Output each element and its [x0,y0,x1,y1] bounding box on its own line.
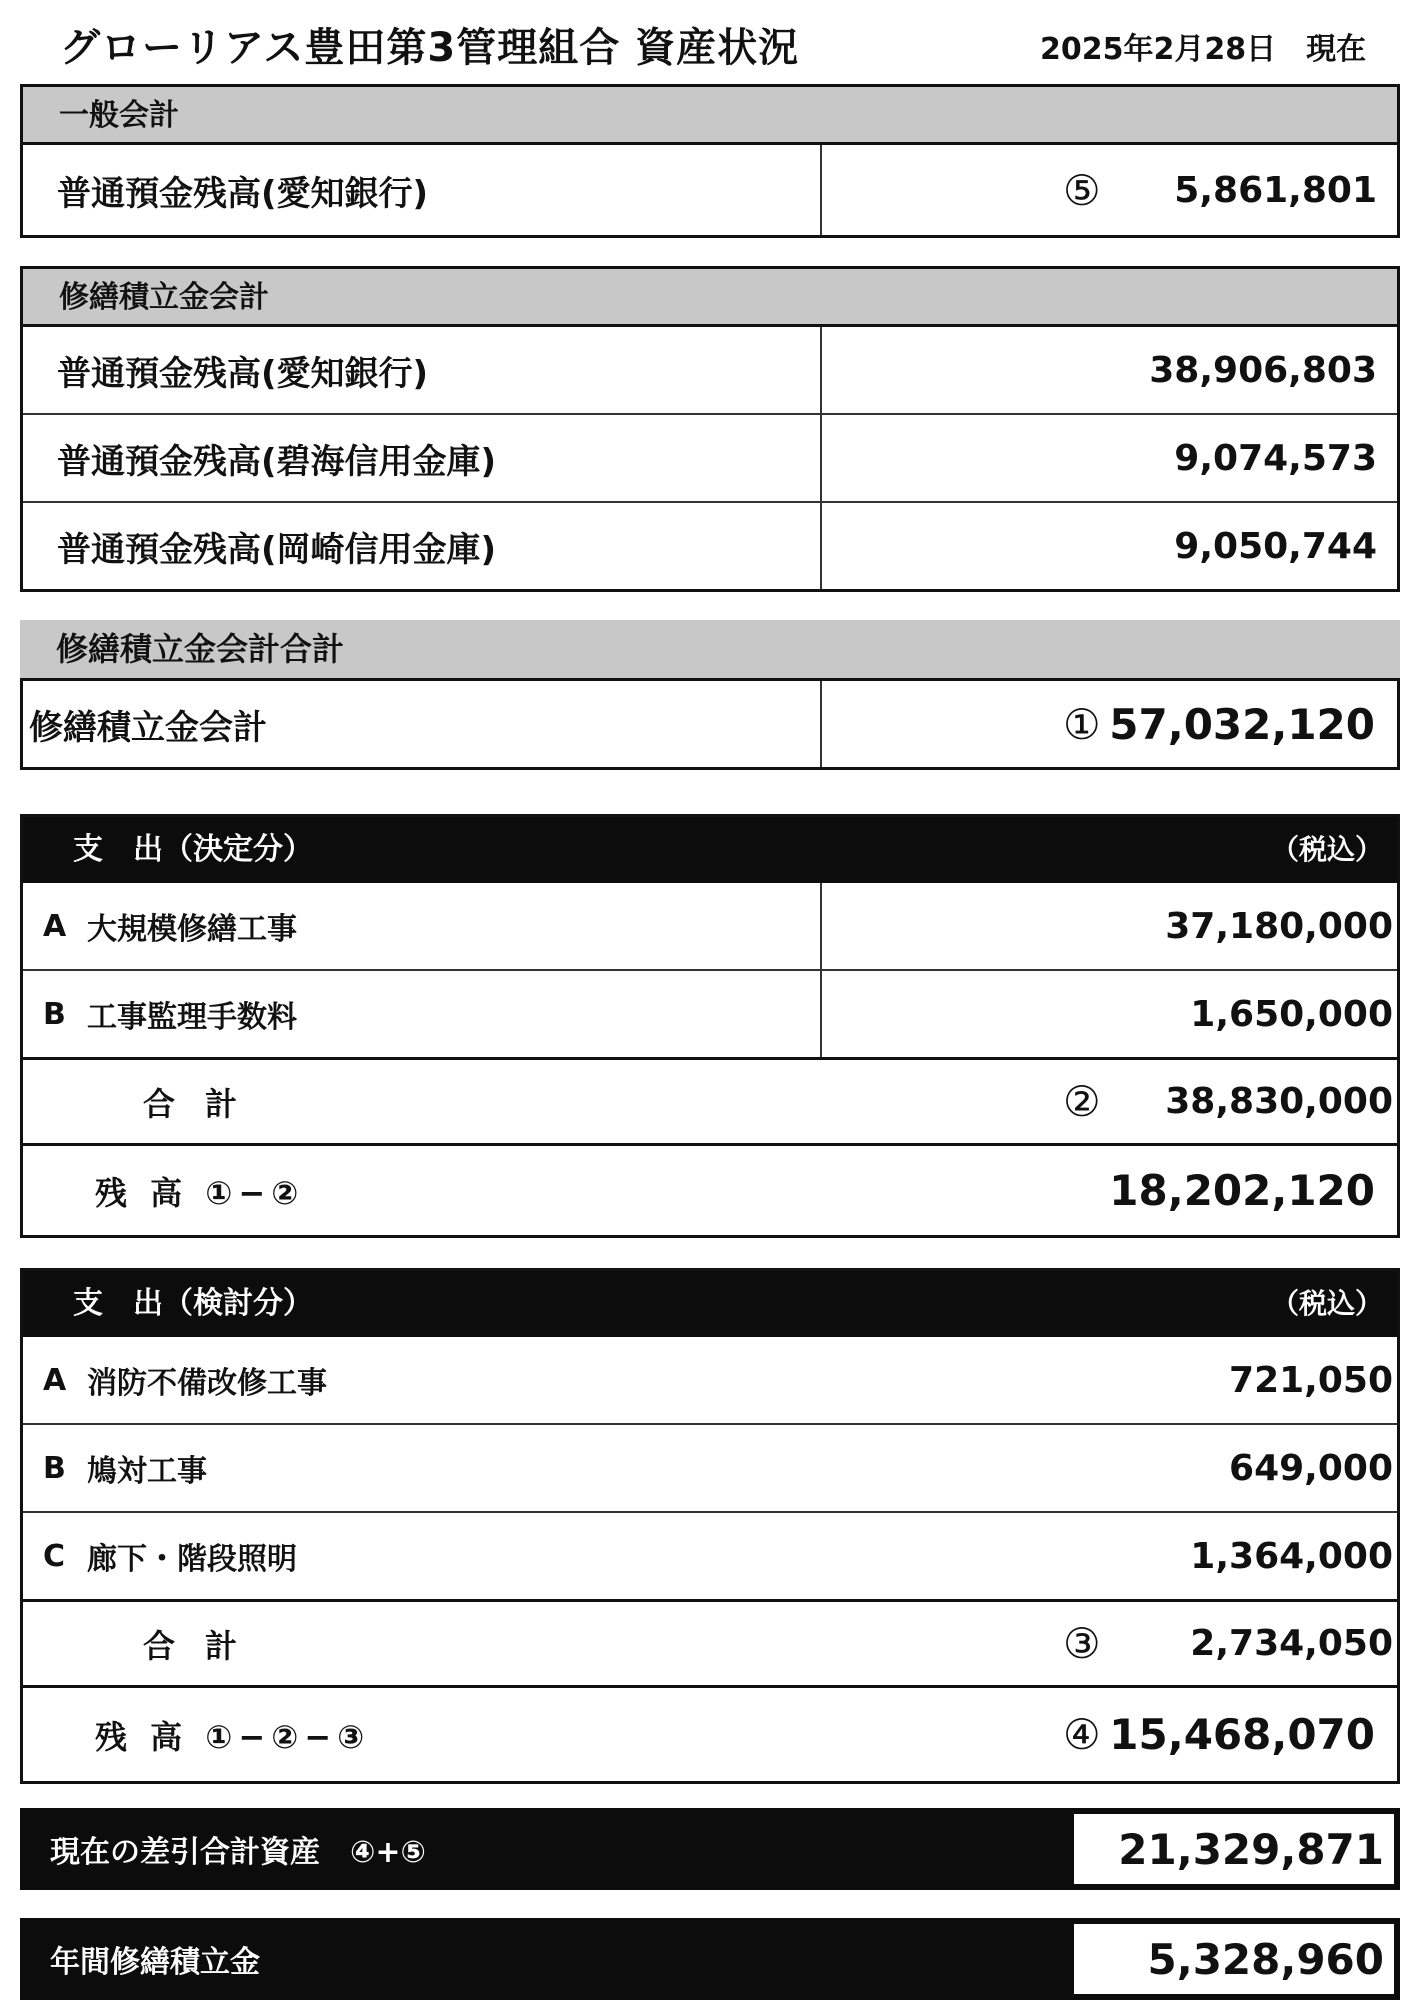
column-divider [820,971,822,1057]
decided-expenses-heading [23,817,1397,883]
table-row [23,969,1397,1057]
general-account-heading: 一般会計 [23,87,1397,145]
balance-label: 残 高 ①−②−③ [95,1717,371,1756]
row-letter: B [43,996,66,1032]
column-divider [820,503,822,589]
annual-reserve-label: 年間修繕積立金 [50,1945,260,1980]
balance-row [23,1685,1397,1781]
row-label-text: 消防不備改修工事 [87,1366,327,1401]
column-divider [820,415,822,501]
section-title: 支 出（検討分） [73,1286,313,1321]
row-label [43,1337,327,1423]
row-label: 普通預金残高(愛知銀行) [57,353,429,394]
general-account-section [20,84,1400,238]
row-label [43,971,297,1057]
subtotal-row [23,1599,1397,1685]
row-value: 1,364,000 [1190,1535,1393,1577]
current-assets-value: 21,329,871 [1074,1814,1394,1884]
row-label-text: 工事監理手数料 [87,1000,297,1035]
row-value: 9,074,573 [1174,437,1377,479]
circled-mark: ② [1063,1077,1101,1126]
column-divider [820,327,822,413]
review-expenses-section [20,1268,1400,1784]
section-title: 支 出（決定分） [73,832,313,867]
tax-included-note: （税込） [1270,833,1383,866]
row-label: 普通預金残高(碧海信用金庫) [57,441,497,482]
row-value: 9,050,744 [1174,525,1377,567]
repair-total-heading: 修繕積立金会計合計 [20,620,1400,678]
row-value: 649,000 [1229,1447,1393,1489]
table-row [23,1423,1397,1511]
circled-mark: ③ [1063,1619,1101,1668]
row-value: 1,650,000 [1190,993,1393,1035]
repair-reserve-heading: 修繕積立金会計 [23,269,1397,327]
table-row [23,883,1397,969]
table-row [23,327,1397,413]
subtotal-label: 合計 [143,1084,268,1123]
current-assets-bar [20,1808,1400,1890]
subtotal-value: 38,830,000 [1165,1081,1393,1122]
annual-reserve-bar [20,1918,1400,2000]
column-divider [820,145,822,235]
table-row [23,1337,1397,1423]
row-label-text: 大規模修繕工事 [87,912,297,947]
subtotal-row [23,1057,1397,1143]
row-label-text: 廊下・階段照明 [87,1542,297,1577]
table-row [23,413,1397,501]
table-row [23,681,1397,767]
circled-mark: ① [1063,699,1101,749]
row-label: 普通預金残高(岡崎信用金庫) [57,529,497,570]
balance-row [23,1143,1397,1235]
balance-value: 18,202,120 [1109,1166,1375,1215]
repair-reserve-section [20,266,1400,592]
table-row [23,145,1397,235]
circled-mark: ⑤ [1063,165,1101,215]
row-value: 37,180,000 [1165,905,1393,947]
balance-label: 残 高 ①−② [95,1173,305,1212]
column-divider [820,883,822,969]
review-expenses-heading [23,1271,1397,1337]
row-label [43,1425,207,1511]
subtotal-label: 合計 [143,1626,268,1665]
tax-included-note: （税込） [1270,1287,1383,1320]
balance-value: 15,468,070 [1109,1710,1375,1759]
as-of-date: 2025年2月28日 現在 [1040,32,1367,67]
row-value: 5,861,801 [1174,169,1377,211]
circled-mark: ④ [1063,1710,1101,1759]
row-letter: A [43,908,67,944]
table-row [23,501,1397,589]
row-label [43,883,297,969]
row-letter: A [43,1362,67,1398]
repair-total-section [20,678,1400,770]
row-value: 721,050 [1229,1359,1393,1401]
row-letter: C [43,1538,66,1574]
current-assets-label: 現在の差引合計資産 ④+⑤ [50,1835,426,1870]
subtotal-value: 2,734,050 [1190,1623,1393,1664]
annual-reserve-value: 5,328,960 [1074,1924,1394,1994]
column-divider [820,681,822,767]
row-value: 38,906,803 [1149,349,1377,391]
row-label [43,1513,297,1599]
row-letter: B [43,1450,66,1486]
row-label: 普通預金残高(愛知銀行) [57,173,429,214]
row-label-text: 鳩対工事 [87,1454,207,1489]
table-row [23,1511,1397,1599]
row-value: 57,032,120 [1109,699,1375,749]
page-title: グローリアス豊田第3管理組合 資産状況 [60,25,800,71]
decided-expenses-section [20,814,1400,1238]
row-label: 修繕積立金会計 [29,707,267,748]
